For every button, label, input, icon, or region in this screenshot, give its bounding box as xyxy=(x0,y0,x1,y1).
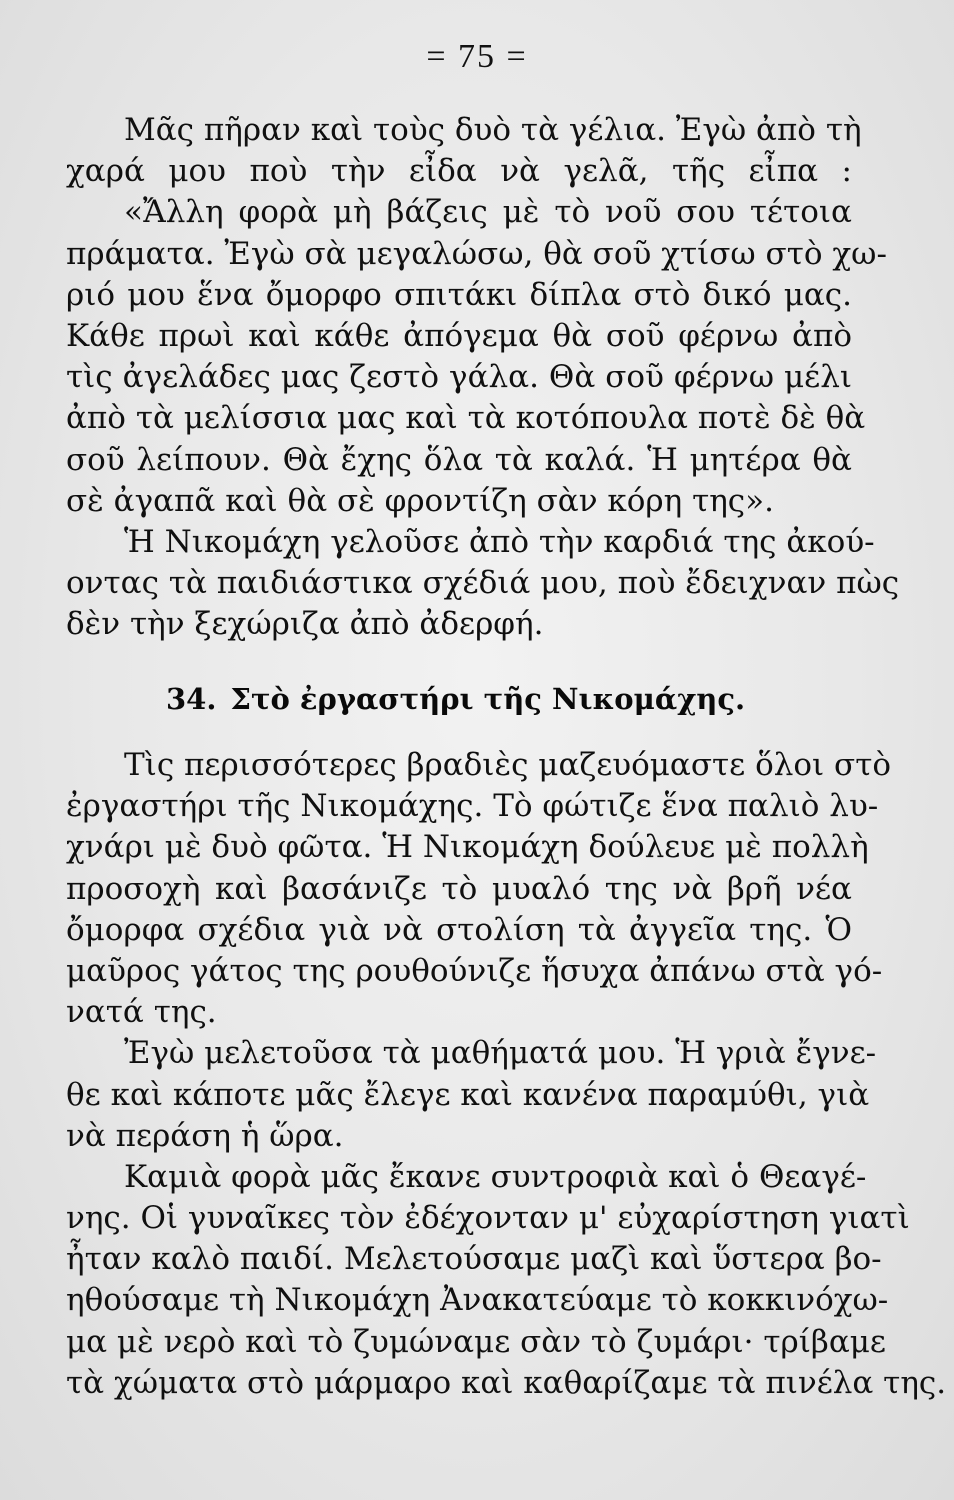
text-line: προσοχὴ καὶ βασάνιζε τὸ μυαλό της νὰ βρῆ νέα xyxy=(66,870,852,907)
text-line: μαῦρος γάτος της ρουθούνιζε ἥσυχα ἀπάνω στὰ γό- xyxy=(66,952,883,989)
text-line: δὲν τὴν ξεχώριζα ἀπὸ ἀδερφή. xyxy=(66,606,544,643)
text-line: τὶς ἀγελάδες μας ζεστὸ γάλα. Θὰ σοῦ φέρνω μέλι xyxy=(66,359,852,396)
text-line: χαρά μου ποὺ τὴν εἶδα νὰ γελᾶ, τῆς εἶπα : xyxy=(66,153,852,190)
text-line: σὲ ἀγαπᾶ καὶ θὰ σὲ φροντίζη σὰν κόρη της». xyxy=(66,482,774,519)
text-block-top xyxy=(66,110,900,645)
text-line: Μᾶς πῆραν καὶ τοὺς δυὸ τὰ γέλια. Ἐγὼ ἀπὸ τὴ xyxy=(124,112,862,148)
text-line: ηθούσαμε τὴ Νικομάχη Ἀνακατεύαμε τὸ κοκκινόχω- xyxy=(66,1282,889,1319)
text-line: Καμιὰ φορὰ μᾶς ἔκανε συντροφιὰ καὶ ὁ Θεαγέ- xyxy=(124,1158,867,1195)
text-line: ὄμορφα σχέδια γιὰ νὰ στολίση τὰ ἀγγεῖα της. Ὁ xyxy=(66,911,852,948)
section-heading xyxy=(166,674,806,724)
text-line: μα μὲ νερὸ καὶ τὸ ζυμώναμε σὰν τὸ ζυμάρι· τρίβαμε xyxy=(66,1323,886,1360)
text-line: ἦταν καλὸ παιδί. Μελετούσαμε μαζὶ καὶ ὕστερα βο- xyxy=(66,1241,882,1278)
text-line: νὰ περάση ἡ ὥρα. xyxy=(66,1117,344,1154)
text-line: ἀπὸ τὰ μελίσσια μας καὶ τὰ κοτόπουλα ποτὲ δὲ θὰ xyxy=(66,400,866,437)
text-line: θε καὶ κάποτε μᾶς ἔλεγε καὶ κανένα παραμύθι, γιὰ xyxy=(66,1076,870,1113)
text-line: νατά της. xyxy=(66,994,217,1031)
text-line: τὰ χώματα στὸ μάρμαρο καὶ καθαρίζαμε τὰ πινέλα της. xyxy=(66,1364,947,1401)
text-block-bottom xyxy=(66,745,947,1404)
text-line: ἐργαστήρι τῆς Νικομάχης. Τὸ φώτιζε ἕνα παλιὸ λυ- xyxy=(66,788,879,825)
text-line: Ἐγὼ μελετοῦσα τὰ μαθήματά μου. Ἡ γριὰ ἔγνε- xyxy=(124,1035,877,1072)
text-line: χνάρι μὲ δυὸ φῶτα. Ἡ Νικομάχη δούλευε μὲ πολλὴ xyxy=(66,829,869,866)
text-line: «Ἄλλη φορὰ μὴ βάζεις μὲ τὸ νοῦ σου τέτοια xyxy=(124,194,852,231)
text-line: νης. Οἱ γυναῖκες τὸν ἐδέχονταν μ' εὐχαρίστηση γιατὶ xyxy=(66,1200,910,1237)
page-number: = 75 = xyxy=(426,38,528,75)
section-title: Στὸ ἐργαστήρι τῆς Νικομάχης. xyxy=(230,682,746,716)
text-line: ριό μου ἕνα ὄμορφο σπιτάκι δίπλα στὸ δικό μας. xyxy=(66,276,852,313)
text-line: οντας τὰ παιδιάστικα σχέδιά μου, ποὺ ἔδειχναν πὼς xyxy=(66,565,900,602)
text-line: σοῦ λείπουν. Θὰ ἔχης ὅλα τὰ καλά. Ἡ μητέρα θὰ xyxy=(66,441,852,478)
text-line: Κάθε πρωὶ καὶ κάθε ἀπόγεμα θὰ σοῦ φέρνω ἀπὸ xyxy=(66,317,852,354)
text-line: Τὶς περισσότερες βραδιὲς μαζευόμαστε ὅλοι στὸ xyxy=(124,747,892,783)
text-line: Ἡ Νικομάχη γελοῦσε ἀπὸ τὴν καρδιά της ἀκού- xyxy=(124,523,875,560)
section-number: 34. xyxy=(166,682,217,716)
text-line: πράματα. Ἐγὼ σὰ μεγαλώσω, θὰ σοῦ χτίσω στὸ χω- xyxy=(66,235,887,272)
